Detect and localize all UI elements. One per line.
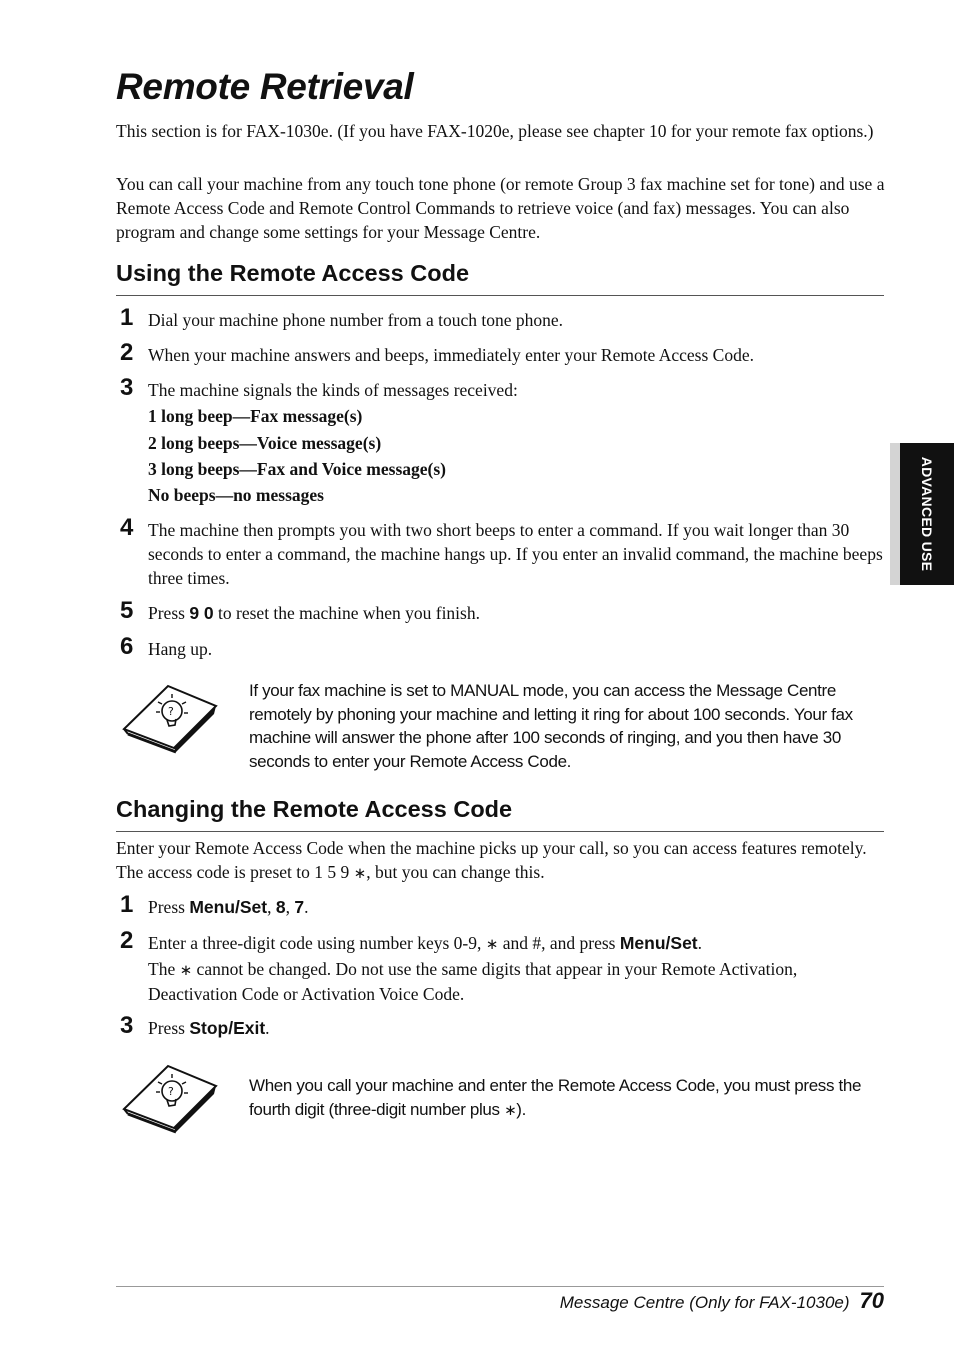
key-menu-set: Menu/Set <box>619 933 698 953</box>
step-number: 3 <box>120 1012 134 1039</box>
note-text-pre: When you call your machine and enter the Remote Access Code, you must press the fourth digit (three-digit number plus <box>249 1076 862 1119</box>
step-number: 2 <box>120 339 134 366</box>
step-number: 6 <box>120 633 134 660</box>
section-heading-using-code: Using the Remote Access Code <box>116 260 470 286</box>
step-text-post: to reset the machine when you finish. <box>213 603 480 623</box>
key-9-0: 9 0 <box>189 603 214 623</box>
step-number: 1 <box>120 891 134 918</box>
step-text: Hang up. <box>148 639 213 659</box>
footer-divider <box>116 1286 884 1287</box>
subtext-pre: The <box>148 959 180 979</box>
section-heading-changing-code: Changing the Remote Access Code <box>116 796 513 822</box>
step-text-pre: Press <box>148 603 190 623</box>
step-text <box>148 895 886 919</box>
lightbulb-note-icon <box>118 1062 218 1134</box>
step-number: 3 <box>120 374 134 401</box>
key-7: 7 <box>294 897 305 917</box>
star-key: ∗ <box>353 864 367 882</box>
step-text-post: . <box>697 933 703 953</box>
step-text-pre: Press <box>148 1018 190 1038</box>
note-text-post: ). <box>516 1099 526 1119</box>
key-stop-exit: Stop/Exit <box>189 1018 266 1038</box>
key-8: 8 <box>275 897 286 917</box>
step-text: The machine signals the kinds of messages received: <box>148 380 518 400</box>
section-divider <box>116 295 884 296</box>
step-text <box>148 1016 886 1040</box>
star-key: ∗ <box>504 1100 517 1119</box>
key-menu-set: Menu/Set <box>189 897 268 917</box>
page-number: 70 <box>859 1288 884 1313</box>
signal-item: 1 long beep—Fax message(s) <box>148 406 363 426</box>
intro-paragraph-1: This section is for FAX-1030e. (If you have FAX-1020e, please see chapter 10 for your remote fax options.) <box>116 121 874 141</box>
step-subtext <box>148 957 886 1006</box>
step-text <box>148 931 886 956</box>
separator: , <box>285 897 295 917</box>
step-text: When your machine answers and beeps, immediately enter your Remote Access Code. <box>148 345 754 365</box>
signal-item: 2 long beeps—Voice message(s) <box>148 433 382 453</box>
intro-paragraph-2: You can call your machine from any touch tone phone (or remote Group 3 fax machine set for tone) and use a Remote Access Code and Remote Control Commands to retrieve voice (and fax) messages. You can also program and change some settings for your Message Centre. <box>116 174 885 242</box>
step-text-pre: Press <box>148 897 190 917</box>
signal-item: No beeps—no messages <box>148 485 324 505</box>
step-number: 5 <box>120 597 134 624</box>
note-fourth-digit <box>249 1074 874 1122</box>
step-number: 4 <box>120 514 134 541</box>
step-text: The machine then prompts you with two short beeps to enter a command. If you wait longer than 30 seconds to enter a command, the machine hangs up. If you enter an invalid command, the machine beeps three times. <box>148 520 883 588</box>
step-text: Dial your machine phone number from a touch tone phone. <box>148 310 564 330</box>
note-manual-mode: If your fax machine is set to MANUAL mode, you can access the Message Centre remotely by phoning your machine and letting it ring for about 100 seconds. Your fax machine will answer the phone after 100 seconds of ringing, and you then have 30 seconds to enter your Remote Access Code. <box>249 681 853 771</box>
step-number: 2 <box>120 927 134 954</box>
svg-text:?: ? <box>168 705 174 718</box>
lightbulb-note-icon <box>118 682 218 754</box>
svg-text:?: ? <box>168 1085 174 1098</box>
intro-text-pre: Enter your Remote Access Code when the machine picks up your call, so you can access features remotely. The access code is preset to 1 5 9 <box>116 838 867 882</box>
step-number: 1 <box>120 304 134 331</box>
page-footer <box>560 1288 884 1314</box>
section-divider <box>116 831 884 832</box>
star-key: ∗ <box>179 961 193 979</box>
step-text-pre: Enter a three-digit code using number keys 0-9, <box>148 933 486 953</box>
intro-text-post: , but you can change this. <box>366 862 545 882</box>
side-tab-label: ADVANCED USE <box>919 456 935 572</box>
star-key: ∗ <box>485 935 499 953</box>
step-text <box>148 601 886 625</box>
step-text-post: . <box>265 1018 270 1038</box>
step-text-post: . <box>304 897 309 917</box>
subtext-post: cannot be changed. Do not use the same digits that appear in your Remote Activation, Deactivation Code or Activation Voice Code. <box>148 959 798 1004</box>
step-text-mid: and #, and press <box>498 933 620 953</box>
separator: , <box>267 897 276 917</box>
section2-intro <box>116 836 886 885</box>
signal-item: 3 long beeps—Fax and Voice message(s) <box>148 459 446 479</box>
footer-chapter-title: Message Centre (Only for FAX-1030e) <box>559 1293 850 1312</box>
page-title: Remote Retrieval <box>116 66 414 107</box>
